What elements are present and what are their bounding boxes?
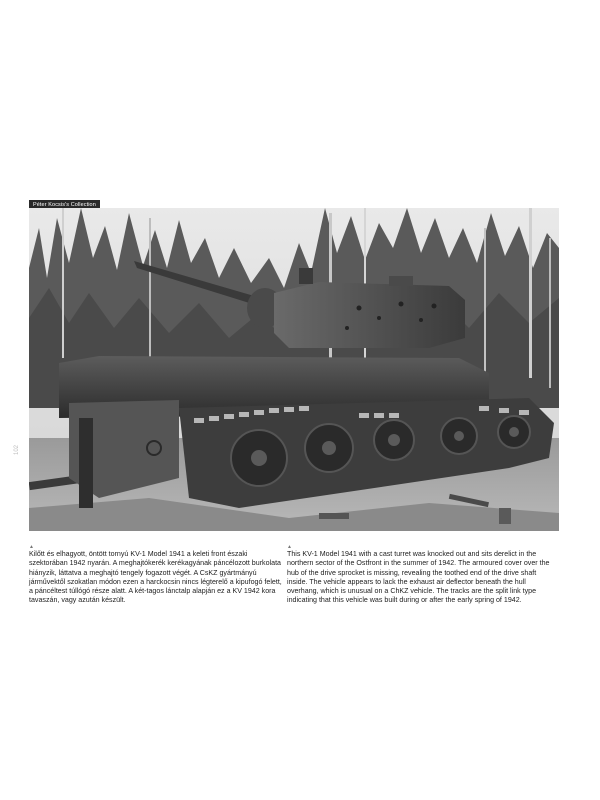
tank-photograph bbox=[29, 208, 559, 531]
tank-turret bbox=[274, 282, 465, 348]
tree-stump bbox=[79, 418, 93, 508]
caption-marker: ▲ bbox=[29, 544, 34, 550]
photo-credit: Péter Kocsis's Collection bbox=[29, 200, 100, 210]
caption-text-hungarian: Kilőtt és elhagyott, öntött tornyú KV-1 Model 1941 a keleti front északi szektorában 1942 nyarán. A meghajtókerék kerékagyának páncélozott burkolata hiányzik, láttatva a meghajtó tengely fogazott végét. A CsKZ gyártmányú járművektől szokatlan módon ezen a harckocsin nincs légterelő a kipufogó felett, a páncéltest túllógó része alatt. A két-tagos lánctalp alapján ez a KV 1942 kora tavaszán, vagy azután készült. bbox=[29, 550, 282, 605]
caption-marker: ▲ bbox=[287, 544, 292, 550]
caption-text-english: This KV-1 Model 1941 with a cast turret was knocked out and sits derelict in the northern sector of the Ostfront in the summer of 1942. The armoured cover over the hub of the drive sprocket is missing, revealing the toothed end of the drive shaft inside. The vehicle appears to lack the exhaust air deflector beneath the hull overhang, which is unusual on a ChKZ vehicle. The tracks are the split link type indicating that this vehicle was built during or after the early spring of 1942. bbox=[287, 550, 550, 605]
caption-hungarian bbox=[29, 544, 287, 606]
page-number: 102 bbox=[14, 444, 20, 455]
caption-english bbox=[287, 544, 557, 606]
tank-photo-illustration bbox=[29, 208, 559, 531]
